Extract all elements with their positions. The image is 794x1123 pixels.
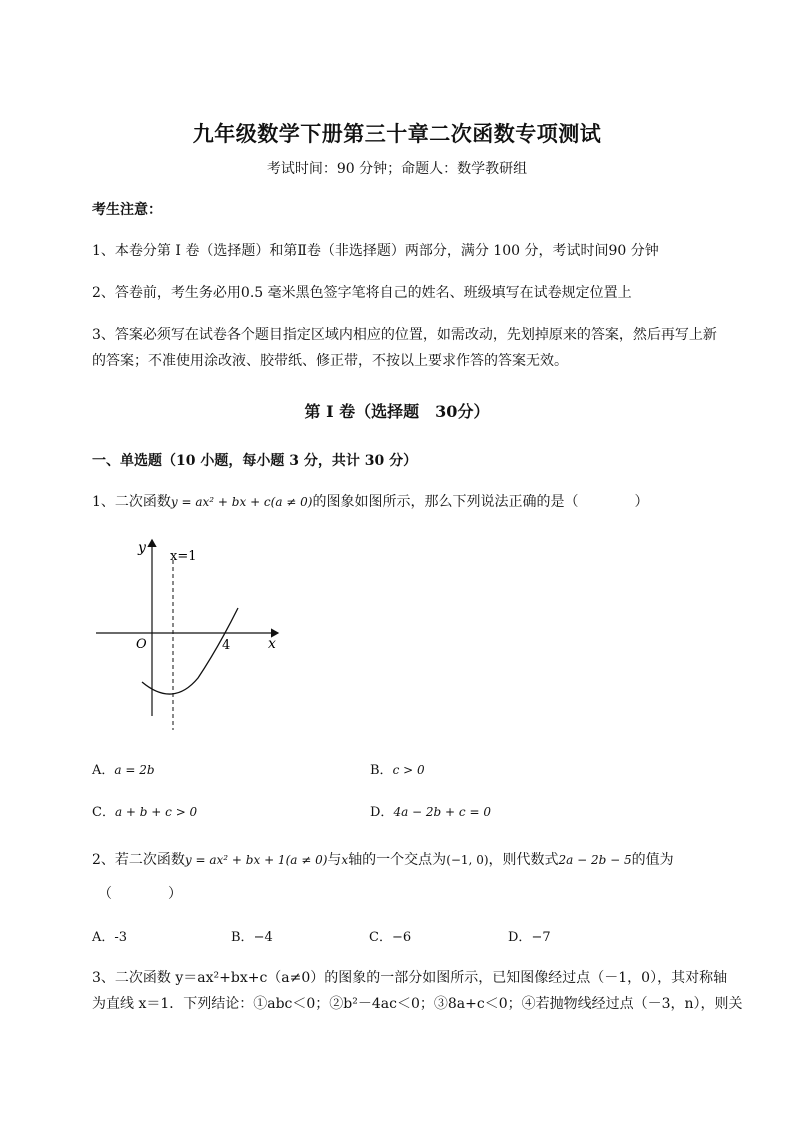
q1-option-c[interactable]: C．a + b + c > 0 [92,805,198,820]
q2-option-c[interactable]: C．−6 [369,930,412,945]
q2-answer-bracket: （ ） [98,886,182,902]
question-1-stem [92,492,649,512]
symmetry-axis-label: x=1 [170,549,197,564]
q2-option-d[interactable]: D．−7 [508,930,551,945]
q1-parabola-graph [90,530,290,740]
part-title: 一、单选题（10 小题，每小题 3 分，共计 30 分） [92,453,418,469]
y-axis-label: y [138,540,146,556]
q1-option-b[interactable]: B．c > 0 [370,763,425,778]
page-title: 九年级数学下册第三十章二次函数专项测试 [192,121,602,146]
x-axis-label: x [268,636,276,652]
q1-prefix: 1、二次函数 [92,494,171,510]
q1-option-a[interactable]: A．a = 2b [92,763,155,778]
notice-item-3: 3、答案必须写在试卷各个题目指定区域内相应的位置，如需改动，先划掉原来的答案，然后再写上新 [92,327,717,343]
question-3-stem-line-2: 为直线 x＝1．下列结论：①abc＜0；②b²－4ac＜0；③8a+c＜0；④若抛物线经过点（－3，n），则关 [92,996,743,1012]
q2-option-a[interactable]: A．-3 [92,930,128,945]
exam-info: 考试时间：90 分钟；命题人：数学教研组 [266,161,528,177]
root-label: 4 [222,638,231,653]
notice-item-3-continued: 的答案；不准使用涂改液、胶带纸、修正带，不按以上要求作答的答案无效。 [92,353,568,369]
question-3-stem-line-1: 3、二次函数 y＝ax²+bx+c（a≠0）的图象的一部分如图所示，已知图像经过点（－1，0），其对称轴 [92,970,728,986]
origin-label: O [136,637,147,652]
notice-heading: 考生注意： [92,202,162,218]
notice-item-1: 1、本卷分第 I 卷（选择题）和第Ⅱ卷（非选择题）两部分，满分 100 分，考试时间90 分钟 [92,243,659,259]
q1-formula: y = ax² + bx + c(a ≠ 0) [170,495,313,509]
q2-option-b[interactable]: B．−4 [231,930,273,945]
section-title: 第 I 卷（选择题 30分） [304,402,490,421]
q1-suffix: 的图象如图所示，那么下列说法正确的是（ ） [312,494,649,510]
q1-option-d[interactable]: D．4a − 2b + c = 0 [370,805,491,820]
question-2-stem: 2、若二次函数y = ax² + bx + 1(a ≠ 0)与x轴的一个交点为(−1, 0)，则代数式2a − 2b − 5的值为 [92,852,674,868]
notice-item-2: 2、答卷前，考生务必用0.5 毫米黑色签字笔将自己的姓名、班级填写在试卷规定位置上 [92,285,632,301]
